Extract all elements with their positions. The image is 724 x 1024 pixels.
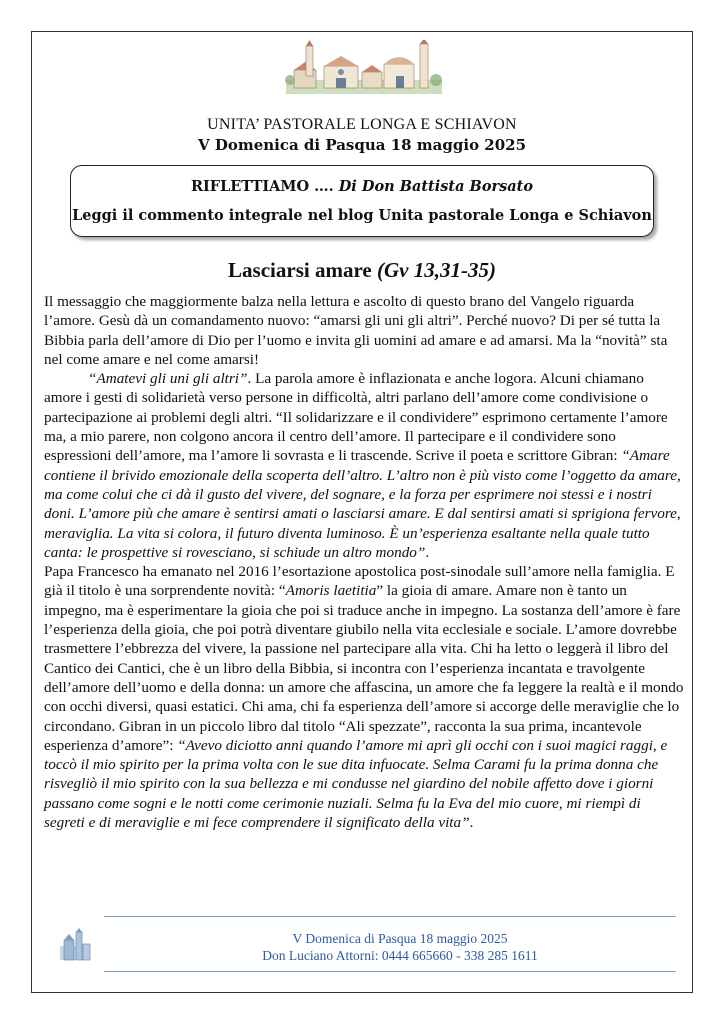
amatevi-quote: “Amatevi gli uni gli altri” xyxy=(88,370,248,388)
footer-rule-top xyxy=(104,916,676,917)
article-title xyxy=(0,258,724,283)
paragraph-3-text-b: ” la gioia di amare. Amare non è tanto un impegno, ma è esperimentare la gioia che poi si traduce anche in impegno. La sostanza dell’amore è fare l’esperienza della gioia, che poi potrà diventare giubilo nella vita ecclesiale e sociale. L’amore dovrebbe trasmettere l’ebbrezza del vivere, la passione nel partecipare alla vita. Chi ha letto o leggerà il libro del Cantico dei Cantici, che è un libro della Bibbia, si incontra con l’esperienza incantata e travolgente dell’amore dell’uomo e della donna: un amore che affascina, un amore che fa leggere la realtà e il mondo con occhi diversi, quasi estatici. Chi ama, chi fa esperienza dell’amore si accorge delle meraviglie che lo circondano. Gibran in un piccolo libro dal titolo “Ali spezzate”, racconta la sua prima, incantevole esperienza d’amore”: xyxy=(44,582,684,754)
footer-date: V Domenica di Pasqua 18 maggio 2025 xyxy=(292,931,508,946)
gospel-reference: (Gv 13,31-35) xyxy=(376,258,496,282)
reflection-box xyxy=(70,165,654,237)
reflection-heading xyxy=(71,178,653,195)
footer-contact: Don Luciano Attorni: 0444 665660 - 338 285 1611 xyxy=(262,948,538,963)
paragraph-2-text: . La parola amore è inflazionata e anche logora. Alcuni chiamano amore i gesti di solidarietà verso persone in difficoltà, altri parlano dell’amore come condivisione o partecipazione ai problemi degli altri. “Il solidarizzare e il condividere” esprimono certamente l’amore ma, a mio parere, non colgono ancora il centro dell’amore. Il partecipare e il condividere sono espressioni dell’amore, ma l’amore li sovrasta e li trascende. Scrive il poeta e scrittore Gibran: xyxy=(44,370,668,465)
paragraph-3-end: . xyxy=(469,814,474,832)
parish-name: UNITA’ PASTORALE LONGA E SCHIAVON xyxy=(207,116,517,133)
footer xyxy=(200,930,600,964)
paragraph-1: Il messaggio che maggiormente balza nella lettura e ascolto di questo brano del Vangelo riguarda l’amore. Gesù dà un comandamento nuovo: “amarsi gli uni gli altri”. Perché nuovo? Di per sé tutta la Bibbia parla dell’amore di Dio per l’uomo e invita gli uomini ad amare e ad amarsi. Ma la “novità” sta nel come amare e nel come amarsi! xyxy=(44,293,668,368)
paragraph-3 xyxy=(44,562,684,832)
article-body xyxy=(44,292,684,832)
church-stamp-icon xyxy=(58,928,92,962)
paragraph-2 xyxy=(44,369,684,562)
ali-spezzate-quote: “Avevo diciotto anni quando l’amore mi aprì gli occhi con i suoi magici raggi, e toccò il mio spirito per la prima volta con le sue dita infuocate. Selma Carami fu la prima donna che risvegliò il mio spirito con la sua bellezza e mi condusse nel giardino del nobile affetto dove i giorni passano come sogni e le notti come cerimonie nuziali. Selma fu la Eva del mio cuore, mi riempì di segreti e di meraviglie e mi fece comprendere il significato della vita” xyxy=(44,736,668,832)
sunday-date: V Domenica di Pasqua 18 maggio 2025 xyxy=(197,136,527,154)
footer-rule-bottom xyxy=(104,971,676,972)
paragraph-2-end: . xyxy=(425,543,430,561)
amoris-laetitia: Amoris laetitia xyxy=(285,582,377,600)
paragraph-3-text-a: Papa Francesco ha emanato nel 2016 l’esortazione apostolica post-sinodale sull’amore nella famiglia. E già il titolo è una sorprendente novità: “ xyxy=(44,563,675,600)
article-title-text: Lasciarsi amare xyxy=(228,258,372,282)
gibran-quote: “Amare contiene il brivido emozionale della scoperta dell’altro. L’altro non è più visto come l’oggetto da amare, ma come colui che ci dà il gusto del vivere, del sognare, e la forza per esprimere noi stessi e i nostri doni. L’amore più che amare è sentirsi amati o lasciarsi amare. E dal sentirsi amati si sprigiona fervore, meraviglia. La vita si colora, il futuro diventa luminoso. È un’esperienza esaltante nella quale tutto canta: le prospettive si rovesciano, si schiude un altro mondo” xyxy=(44,447,681,561)
churches-logo-icon xyxy=(284,40,444,96)
reflection-author: Di Don Battista Borsato xyxy=(338,178,534,195)
reflection-label: RIFLETTIAMO …. xyxy=(190,178,339,195)
blog-link-text: Leggi il commento integrale nel blog Unita pastorale Longa e Schiavon xyxy=(72,207,652,224)
